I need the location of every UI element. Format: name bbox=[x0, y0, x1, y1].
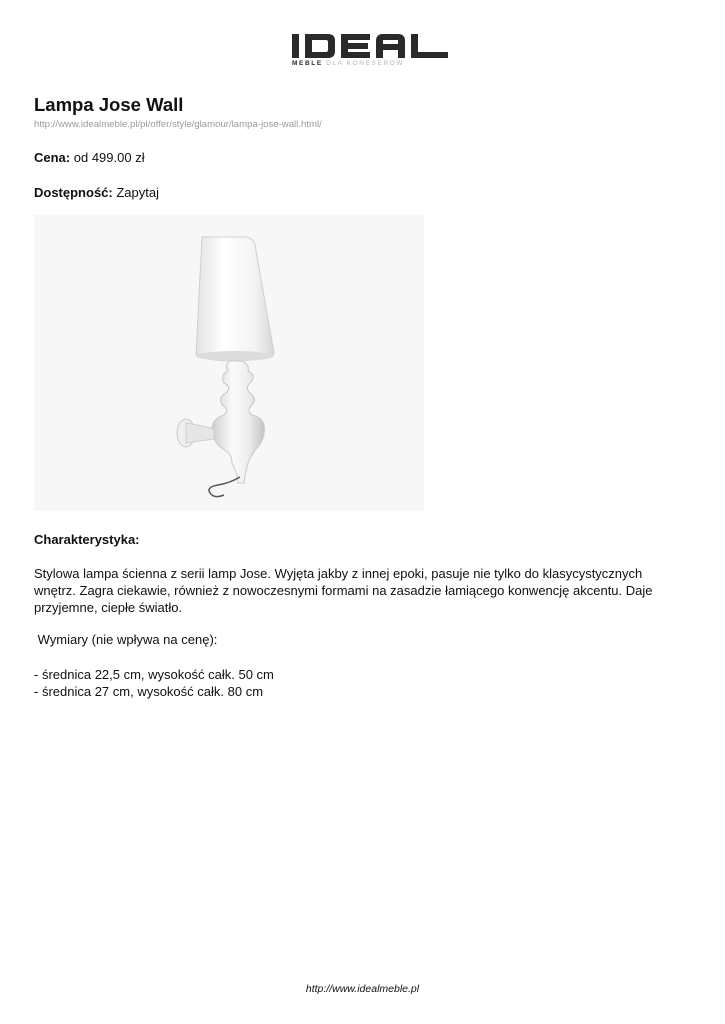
price-label: Cena: bbox=[34, 150, 71, 165]
price-value: od 499.00 zł bbox=[73, 150, 145, 165]
availability-row bbox=[34, 185, 159, 200]
product-description: Stylowa lampa ścienna z serii lamp Jose. Wyjęta jakby z innej epoki, pasuje nie tylko do klasycystycznych wnętrz. Zagra ciekawie, również z nowoczesnymi formami na zasadzie łamiącego konwencję akcentu. Daje przyjemne, ciepłe światło. bbox=[34, 566, 653, 615]
characteristics-heading: Charakterystyka: bbox=[34, 532, 140, 547]
price-row bbox=[34, 150, 145, 165]
dimension-item: - średnica 27 cm, wysokość całk. 80 cm bbox=[34, 684, 264, 699]
lamp-illustration bbox=[34, 215, 424, 511]
dimensions-heading: Wymiary (nie wpływa na cenę): bbox=[34, 632, 218, 647]
logo-tagline bbox=[292, 60, 404, 67]
dimension-item: - średnica 22,5 cm, wysokość całk. 50 cm bbox=[34, 667, 274, 682]
site-logo[interactable] bbox=[290, 30, 452, 72]
availability-label: Dostępność: bbox=[34, 185, 113, 200]
logo-wordmark bbox=[292, 34, 448, 58]
availability-value: Zapytaj bbox=[116, 185, 159, 200]
product-title: Lampa Jose Wall bbox=[34, 94, 184, 115]
logo-tagline-secondary: DLA KONESERÓW bbox=[326, 60, 405, 67]
product-url[interactable]: http://www.idealmeble.pl/pl/offer/style/glamour/lampa-jose-wall.html/ bbox=[34, 119, 322, 130]
dimensions-list bbox=[34, 666, 274, 700]
product-image bbox=[34, 215, 424, 511]
logo-tagline-main: MEBLE bbox=[292, 60, 323, 67]
footer-url[interactable]: http://www.idealmeble.pl bbox=[305, 983, 420, 995]
